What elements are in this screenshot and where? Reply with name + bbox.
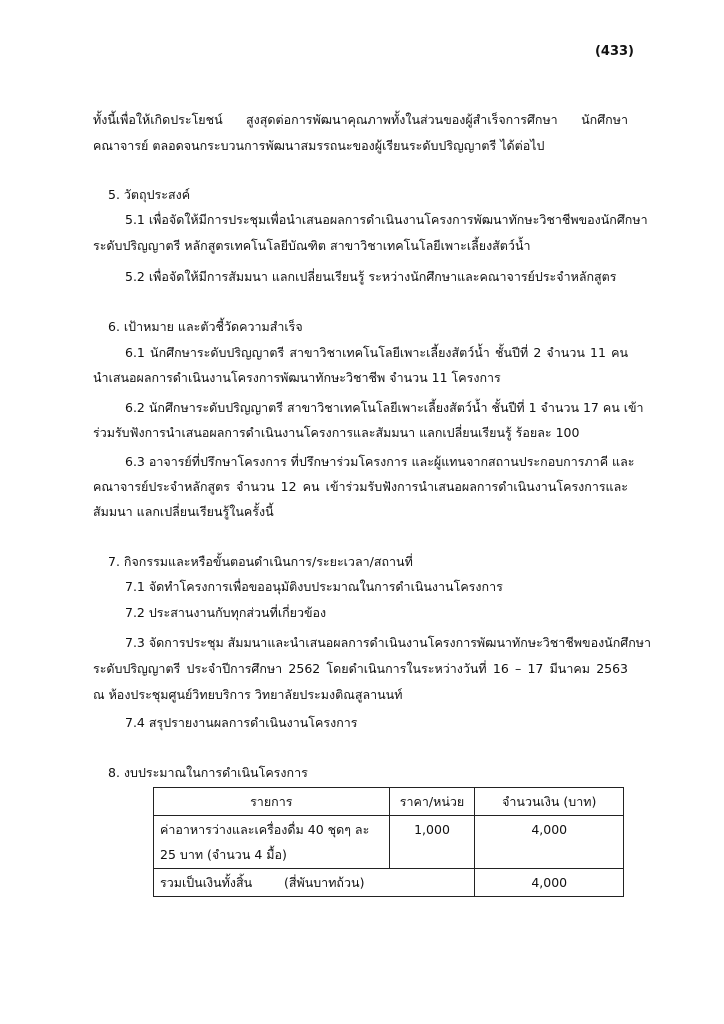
row-amount: 4,000 — [475, 816, 624, 869]
objective-5-2: 5.2 เพื่อจัดให้มีการสัมมนา แลกเปลี่ยนเรียนรู้ ระหว่างนักศึกษาและคณาจารย์ประจำหลักสูตร — [125, 269, 617, 284]
row-item-line-2: 25 บาท (จำนวน 4 มื้อ) — [160, 847, 287, 862]
budget-table — [153, 787, 624, 897]
total-amount: 4,000 — [475, 869, 624, 897]
target-6-1-line-1: 6.1 นักศึกษาระดับปริญญาตรี สาขาวิชาเทคโนโลยีเพาะเลี้ยงสัตว์น้ำ ชั้นปีที่ 2 จำนวน 11 คน — [125, 345, 628, 360]
section-7-heading: 7. กิจกรรมและหรือขั้นตอนดำเนินการ/ระยะเวลา/สถานที่ — [108, 554, 413, 569]
page-number: (433) — [594, 44, 634, 59]
target-6-3-line-2: คณาจารย์ประจำหลักสูตร จำนวน 12 คน เข้าร่วมรับฟังการนำเสนอผลการดำเนินงานโครงการและ — [93, 479, 628, 494]
header-unit-price: ราคา/หน่วย — [389, 788, 475, 816]
target-6-3-line-1: 6.3 อาจารย์ที่ปรึกษาโครงการ ที่ปรึกษาร่วมโครงการ และผู้แทนจากสถานประกอบการภาคี และ — [125, 454, 635, 469]
activity-7-4: 7.4 สรุปรายงานผลการดำเนินงานโครงการ — [125, 715, 358, 730]
intro-line-1: ทั้งนี้เพื่อให้เกิดประโยชน์ สูงสุดต่อการพัฒนาคุณภาพทั้งในส่วนของผู้สำเร็จการศึกษา นักศึกษา — [93, 112, 628, 127]
target-6-1-line-2: นำเสนอผลการดำเนินงานโครงการพัฒนาทักษะวิชาชีพ จำนวน 11 โครงการ — [93, 370, 501, 385]
table-row — [154, 816, 624, 869]
section-5-heading: 5. วัตถุประสงค์ — [108, 187, 191, 202]
intro-line-2: คณาจารย์ ตลอดจนกระบวนการพัฒนาสมรรถนะของผู้เรียนระดับปริญญาตรี ได้ต่อไป — [93, 138, 545, 153]
table-header-row — [154, 788, 624, 816]
activity-7-3-line-3: ณ ห้องประชุมศูนย์วิทยบริการ วิทยาลัยประมงติณสูลานนท์ — [93, 687, 403, 702]
activity-7-3-line-1: 7.3 จัดการประชุม สัมมนาและนำเสนอผลการดำเนินงานโครงการพัฒนาทักษะวิชาชีพของนักศึกษา — [125, 635, 652, 650]
activity-7-3-line-2: ระดับปริญญาตรี ประจำปีการศึกษา 2562 โดยดำเนินการในระหว่างวันที่ 16 – 17 มีนาคม 2563 — [93, 661, 628, 676]
total-label: รวมเป็นเงินทั้งสิ้น (สี่พันบาทถ้วน) — [154, 869, 475, 897]
activity-7-2: 7.2 ประสานงานกับทุกส่วนที่เกี่ยวข้อง — [125, 605, 327, 620]
section-6-heading: 6. เป้าหมาย และตัวชี้วัดความสำเร็จ — [108, 319, 303, 334]
row-item-line-1: ค่าอาหารว่างและเครื่องดื่ม 40 ชุดๆ ละ — [160, 822, 370, 837]
table-total-row — [154, 869, 624, 897]
row-item — [154, 816, 390, 869]
header-item: รายการ — [154, 788, 390, 816]
target-6-3-line-3: สัมมนา แลกเปลี่ยนเรียนรู้ในครั้งนี้ — [93, 504, 274, 519]
activity-7-1: 7.1 จัดทำโครงการเพื่อขออนุมัติงบประมาณในการดำเนินงานโครงการ — [125, 579, 503, 594]
section-8-heading: 8. งบประมาณในการดำเนินโครงการ — [108, 765, 308, 780]
header-amount: จำนวนเงิน (บาท) — [475, 788, 624, 816]
objective-5-1-line-1: 5.1 เพื่อจัดให้มีการประชุมเพื่อนำเสนอผลการดำเนินงานโครงการพัฒนาทักษะวิชาชีพของนักศึกษา — [125, 212, 648, 227]
objective-5-1-line-2: ระดับปริญญาตรี หลักสูตรเทคโนโลยีบัณฑิต สาขาวิชาเทคโนโลยีเพาะเลี้ยงสัตว์น้ำ — [93, 238, 531, 253]
target-6-2-line-1: 6.2 นักศึกษาระดับปริญญาตรี สาขาวิชาเทคโนโลยีเพาะเลี้ยงสัตว์น้ำ ชั้นปีที่ 1 จำนวน 17 คน เข้า — [125, 400, 644, 415]
target-6-2-line-2: ร่วมรับฟังการนำเสนอผลการดำเนินงานโครงการและสัมมนา แลกเปลี่ยนเรียนรู้ ร้อยละ 100 — [93, 425, 580, 440]
row-unit-price: 1,000 — [389, 816, 475, 869]
